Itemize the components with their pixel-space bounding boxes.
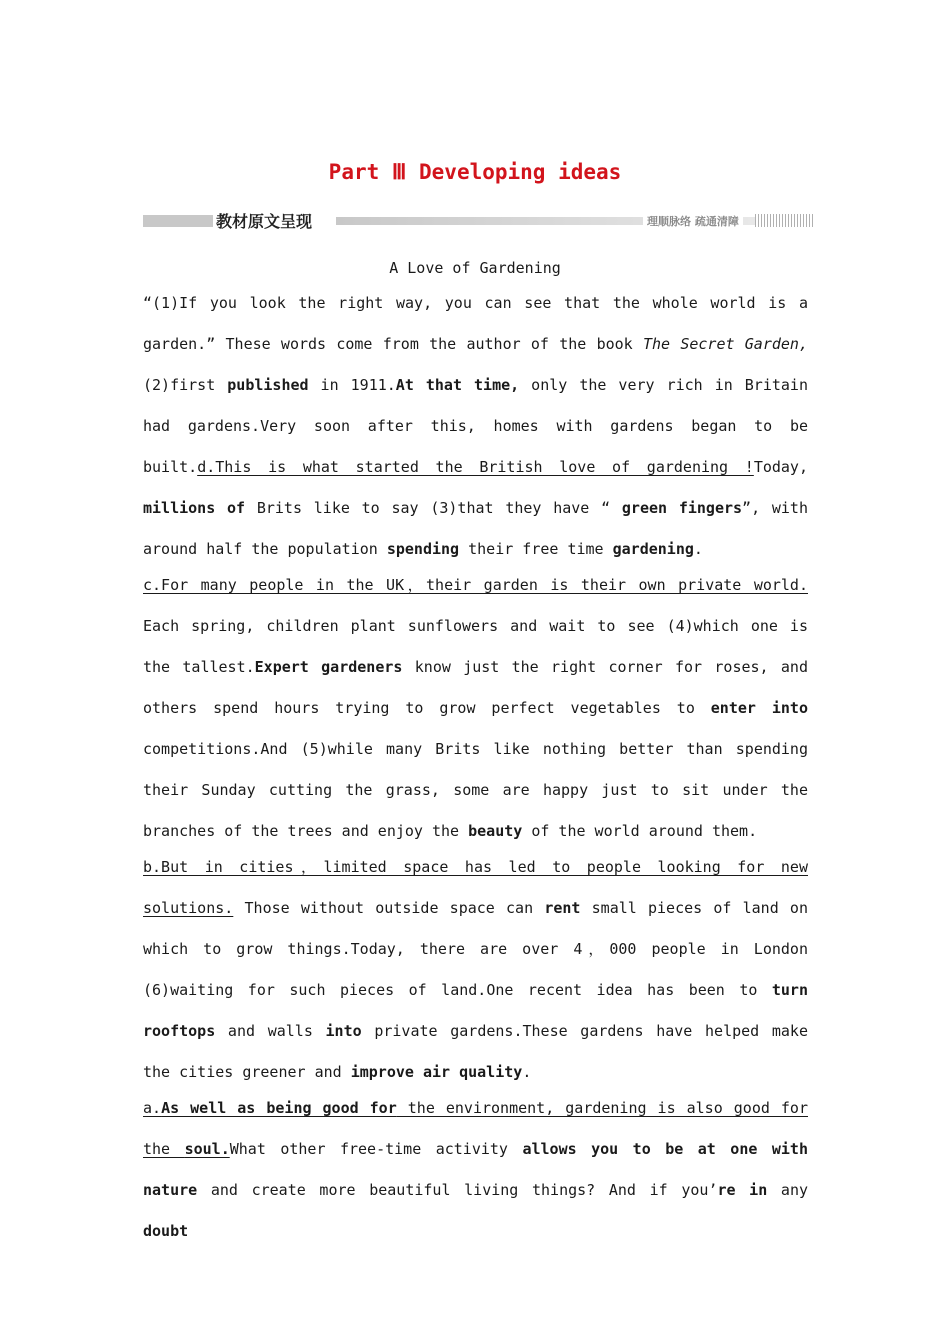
section-banner — [143, 209, 815, 233]
text-span: private gardens.These gardens have helped make the cities greener and — [143, 1022, 808, 1081]
text-span: Those without outside space can — [233, 899, 545, 917]
book-title: The Secret Garden, — [642, 335, 808, 353]
text-span: and create more beautiful living things? And if you’ — [197, 1181, 718, 1199]
key-phrase: published — [227, 376, 309, 394]
topic-sentence: b.But in cities，limited space has led to people looking for new solutions. — [143, 858, 808, 917]
banner-stripes — [755, 214, 815, 227]
key-phrase: rent — [544, 899, 581, 917]
page-title: Part Ⅲ Developing ideas — [328, 160, 622, 184]
key-phrase: spending — [386, 540, 460, 558]
paragraph-2 — [143, 565, 808, 852]
text-span: any — [767, 1181, 808, 1199]
paragraph-3 — [143, 847, 808, 1093]
key-phrase: green fingers — [621, 499, 743, 517]
text-span: Each spring, children plant sunflowers and wait to see (4)which one is the tallest. — [143, 617, 808, 676]
text-span: of the world around them. — [522, 822, 758, 840]
key-phrase: soul. — [184, 1140, 230, 1158]
key-phrase: At that time, — [395, 376, 520, 394]
text-span: know just the right corner for roses, and others spend hours trying to grow perfect vegetables to — [143, 658, 808, 717]
key-phrase: re in — [717, 1181, 768, 1199]
key-phrase: enter into — [710, 699, 808, 717]
topic-sentence-bold — [185, 1140, 230, 1158]
article-body — [143, 283, 808, 1252]
key-phrase: allows you to be at one with nature — [143, 1140, 808, 1199]
key-phrase: millions of — [143, 499, 246, 517]
text-span: in 1911. — [308, 376, 396, 394]
key-phrase: beauty — [468, 822, 523, 840]
banner-tag: 理顺脉络 疏通清障 — [643, 213, 743, 229]
paragraph-1 — [143, 283, 808, 570]
key-phrase: turn rooftops — [143, 981, 808, 1040]
key-phrase: gardening — [612, 540, 694, 558]
key-phrase: As well as being good for — [161, 1099, 397, 1117]
text-span: Today, — [753, 458, 808, 476]
text-span: and walls — [215, 1022, 326, 1040]
topic-label: a. — [143, 1099, 162, 1117]
key-phrase: doubt — [143, 1222, 189, 1240]
topic-sentence-bold — [161, 1099, 397, 1117]
topic-sentence: c.For many people in the UK，their garden is their own private world. — [143, 576, 808, 594]
topic-sentence: d.This is what started the British love of gardening ! — [197, 458, 754, 476]
text-span: What other free-time activity — [229, 1140, 523, 1158]
text-span: . — [693, 540, 703, 558]
text-span: competitions.And (5)while many Brits like nothing better than spending their Sunday cutting the grass, some are happy just to sit under the branches of the trees and enjoy the — [143, 740, 808, 840]
key-phrase: into — [325, 1022, 362, 1040]
text-span: . — [522, 1063, 532, 1081]
text-span: Brits like to say (3)that they have “ — [245, 499, 622, 517]
text-span: only the very rich in Britain had gardens.Very soon after this, homes with gardens began to be built. — [143, 376, 808, 476]
text-span: (2)first — [143, 376, 228, 394]
text-span: their free time — [459, 540, 613, 558]
text-span: small pieces of land on which to grow things.Today, there are over 4，000 people in London (6)waiting for such pieces of land.One recent idea has been to — [143, 899, 808, 999]
topic-sentence: the environment, gardening is also good for the — [143, 1099, 808, 1158]
text-span: “(1)If you look the right way, you can see that the whole world is a garden.” These words come from the author of the book — [143, 294, 808, 353]
paragraph-4 — [143, 1088, 808, 1252]
key-phrase: improve air quality — [350, 1063, 523, 1081]
article-title: A Love of Gardening — [389, 259, 561, 277]
banner-heading: 教材原文呈现 — [216, 212, 313, 231]
banner-bar-left — [143, 215, 213, 227]
text-span: ”, with around half the population — [143, 499, 808, 558]
key-phrase: Expert gardeners — [254, 658, 403, 676]
